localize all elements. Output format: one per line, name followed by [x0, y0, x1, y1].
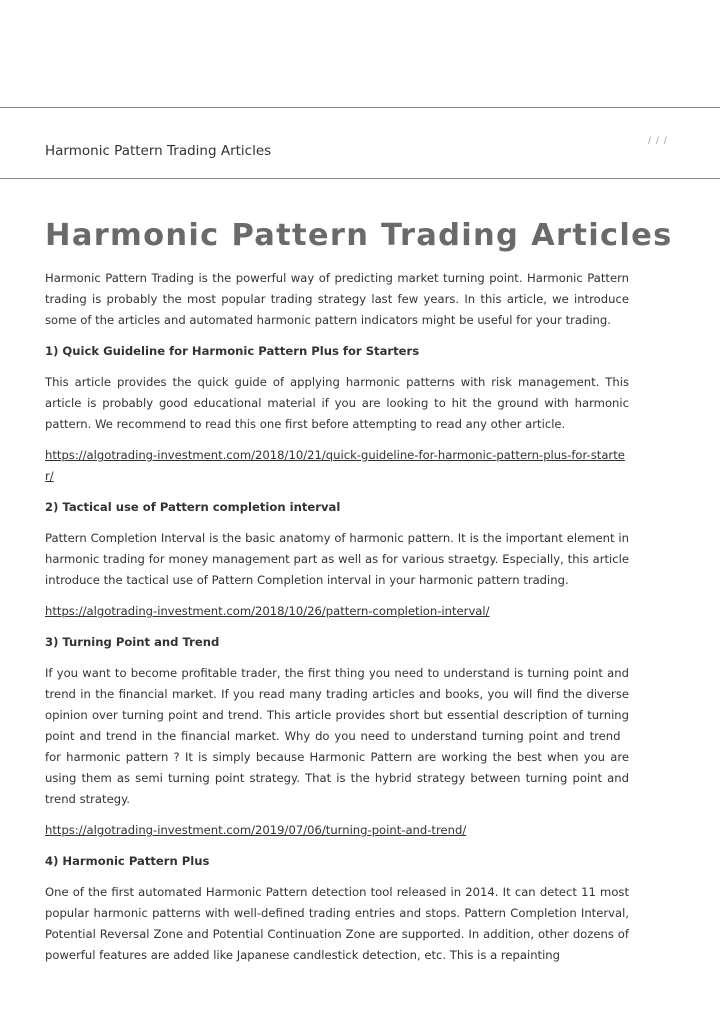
link-turning-point-trend[interactable]: https://algotrading-investment.com/2019/07/06/turning-point-and-trend/: [45, 823, 467, 837]
section-body-turning-point-trend: If you want to become profitable trader, the first thing you need to understand is turning point and trend in the financial market. If you read many trading articles and books, you will find the diverse opinion over turning point and trend. This article provides short but essential description of turning point and trend in the financial market. Why do you need to understand turning point and trend for harmonic pattern ? It is simply because Harmonic Pattern are working the best when you are using them as semi turning point strategy. That is the hybrid strategy between turning point and trend strategy.: [45, 666, 629, 806]
header-top-divider: [0, 107, 720, 108]
link-quick-guideline[interactable]: https://algotrading-investment.com/2018/10/21/quick-guideline-for-harmonic-pattern-plus-for-starter/: [45, 448, 625, 483]
article-content: [45, 214, 673, 976]
header-bottom-divider: [0, 178, 720, 179]
section-body-quick-guideline: This article provides the quick guide of applying harmonic patterns with risk management. This article is probably good educational material if you are looking to hit the ground with harmonic pattern. We recommend to read this one first before attempting to read any other article.: [45, 375, 629, 431]
section-heading-pattern-completion-interval: 2) Tactical use of Pattern completion interval: [45, 500, 341, 514]
section-body-harmonic-pattern-plus: One of the first automated Harmonic Pattern detection tool released in 2014. It can detect 11 most popular harmonic patterns with well-defined trading entries and stops. Pattern Completion Interval, Potential Reversal Zone and Potential Continuation Zone are supported. In addition, other dozens of powerful features are added like Japanese candlestick detection, etc. This is a repainting: [45, 885, 629, 962]
link-pattern-completion-interval[interactable]: https://algotrading-investment.com/2018/10/26/pattern-completion-interval/: [45, 604, 490, 618]
article-intro: Harmonic Pattern Trading is the powerful way of predicting market turning point. Harmonic Pattern trading is probably the most popular trading strategy last few years. In this article, we introduce some of the articles and automated harmonic pattern indicators might be useful for your trading.: [45, 271, 629, 327]
section-heading-turning-point-trend: 3) Turning Point and Trend: [45, 635, 220, 649]
article-title: Harmonic Pattern Trading Articles: [45, 218, 673, 253]
breadcrumb-separators: / / /: [648, 136, 668, 146]
site-header-title[interactable]: Harmonic Pattern Trading Articles: [45, 143, 272, 159]
section-heading-harmonic-pattern-plus: 4) Harmonic Pattern Plus: [45, 854, 210, 868]
section-heading-quick-guideline: 1) Quick Guideline for Harmonic Pattern Plus for Starters: [45, 344, 420, 358]
section-body-pattern-completion-interval: Pattern Completion Interval is the basic anatomy of harmonic pattern. It is the important element in harmonic trading for money management part as well as for various straetgy. Especially, this article introduce the tactical use of Pattern Completion interval in your harmonic pattern trading.: [45, 531, 629, 587]
